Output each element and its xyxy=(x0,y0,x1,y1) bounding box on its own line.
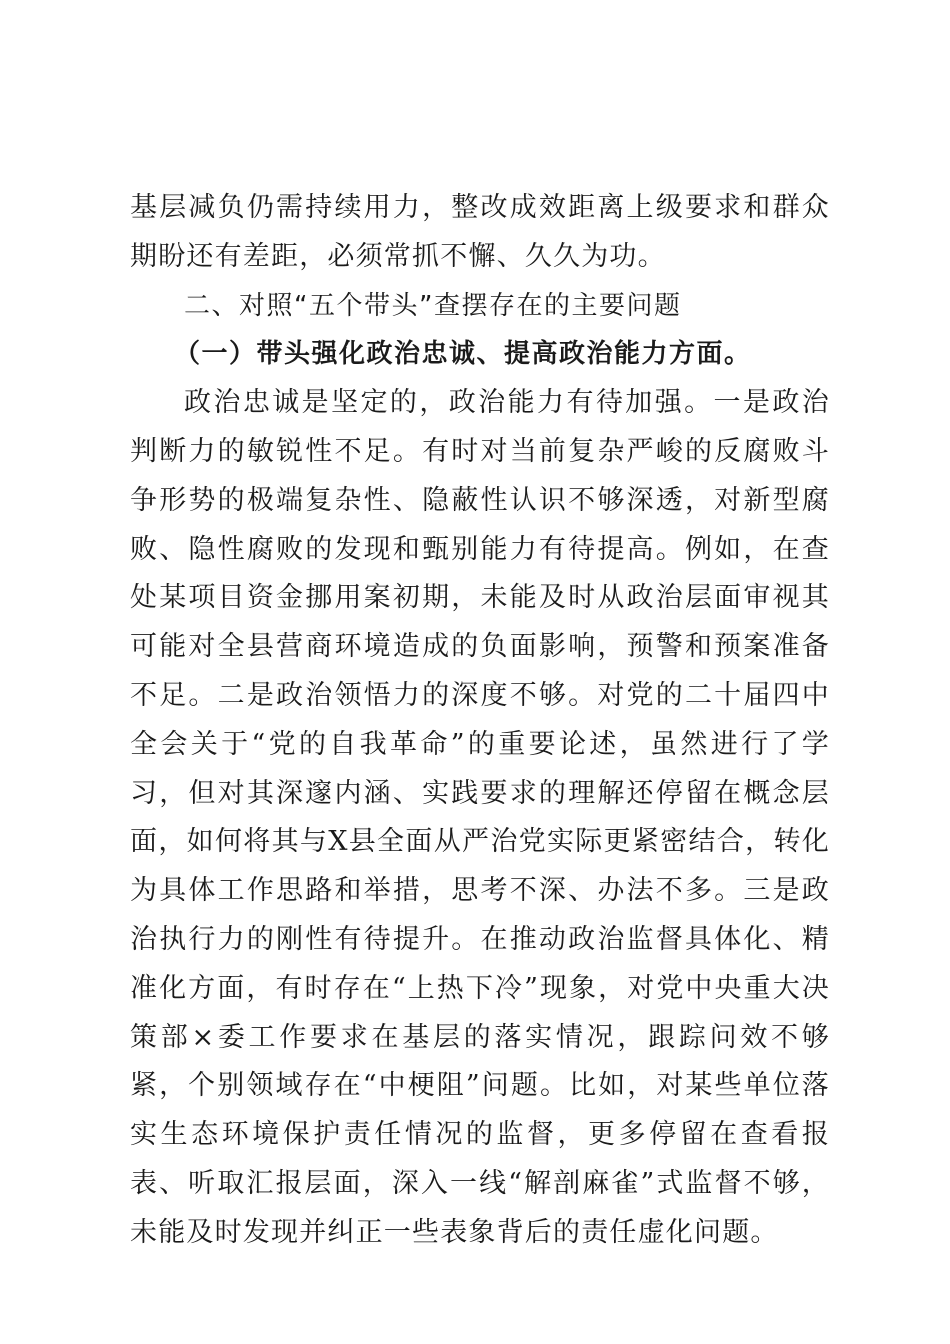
document-body xyxy=(130,184,830,1258)
section-heading: 二、对照“五个带头”查摆存在的主要问题 xyxy=(184,290,682,321)
body-paragraph: 政治忠诚是坚定的，政治能力有待加强。一是政治判断力的敏锐性不足。有时对当前复杂严峻的反腐败斗争形势的极端复杂性、隐蔽性认识不够深透，对新型腐败、隐性腐败的发现和甄别能力有待提高。例如，在查处某项目资金挪用案初期，未能及时从政治层面审视其可能对全县营商环境造成的负面影响，预警和预案准备不足。二是政治领悟力的深度不够。对党的二十届四中全会关于“党的自我革命”的重要论述，虽然进行了学习，但对其深邃内涵、实践要求的理解还停留在概念层面，如何将其与X县全面从严治党实际更紧密结合，转化为具体工作思路和举措，思考不深、办法不多。三是政治执行力的刚性有待提升。在推动政治监督具体化、精准化方面，有时存在“上热下冷”现象，对党中央重大决策部×委工作要求在基层的落实情况，跟踪问效不够紧，个别领域存在“中梗阻”问题。比如，对某些单位落实生态环境保护责任情况的监督，更多停留在查看报表、听取汇报层面，深入一线“解剖麻雀”式监督不够，未能及时发现并纠正一些表象背后的责任虚化问题。 xyxy=(130,387,830,1248)
subsection-heading: （一）带头强化政治忠诚、提高政治能力方面。 xyxy=(174,339,752,370)
continuation-paragraph: 基层减负仍需持续用力，整改成效距离上级要求和群众期盼还有差距，必须常抓不懈、久久为功。 xyxy=(130,192,830,272)
